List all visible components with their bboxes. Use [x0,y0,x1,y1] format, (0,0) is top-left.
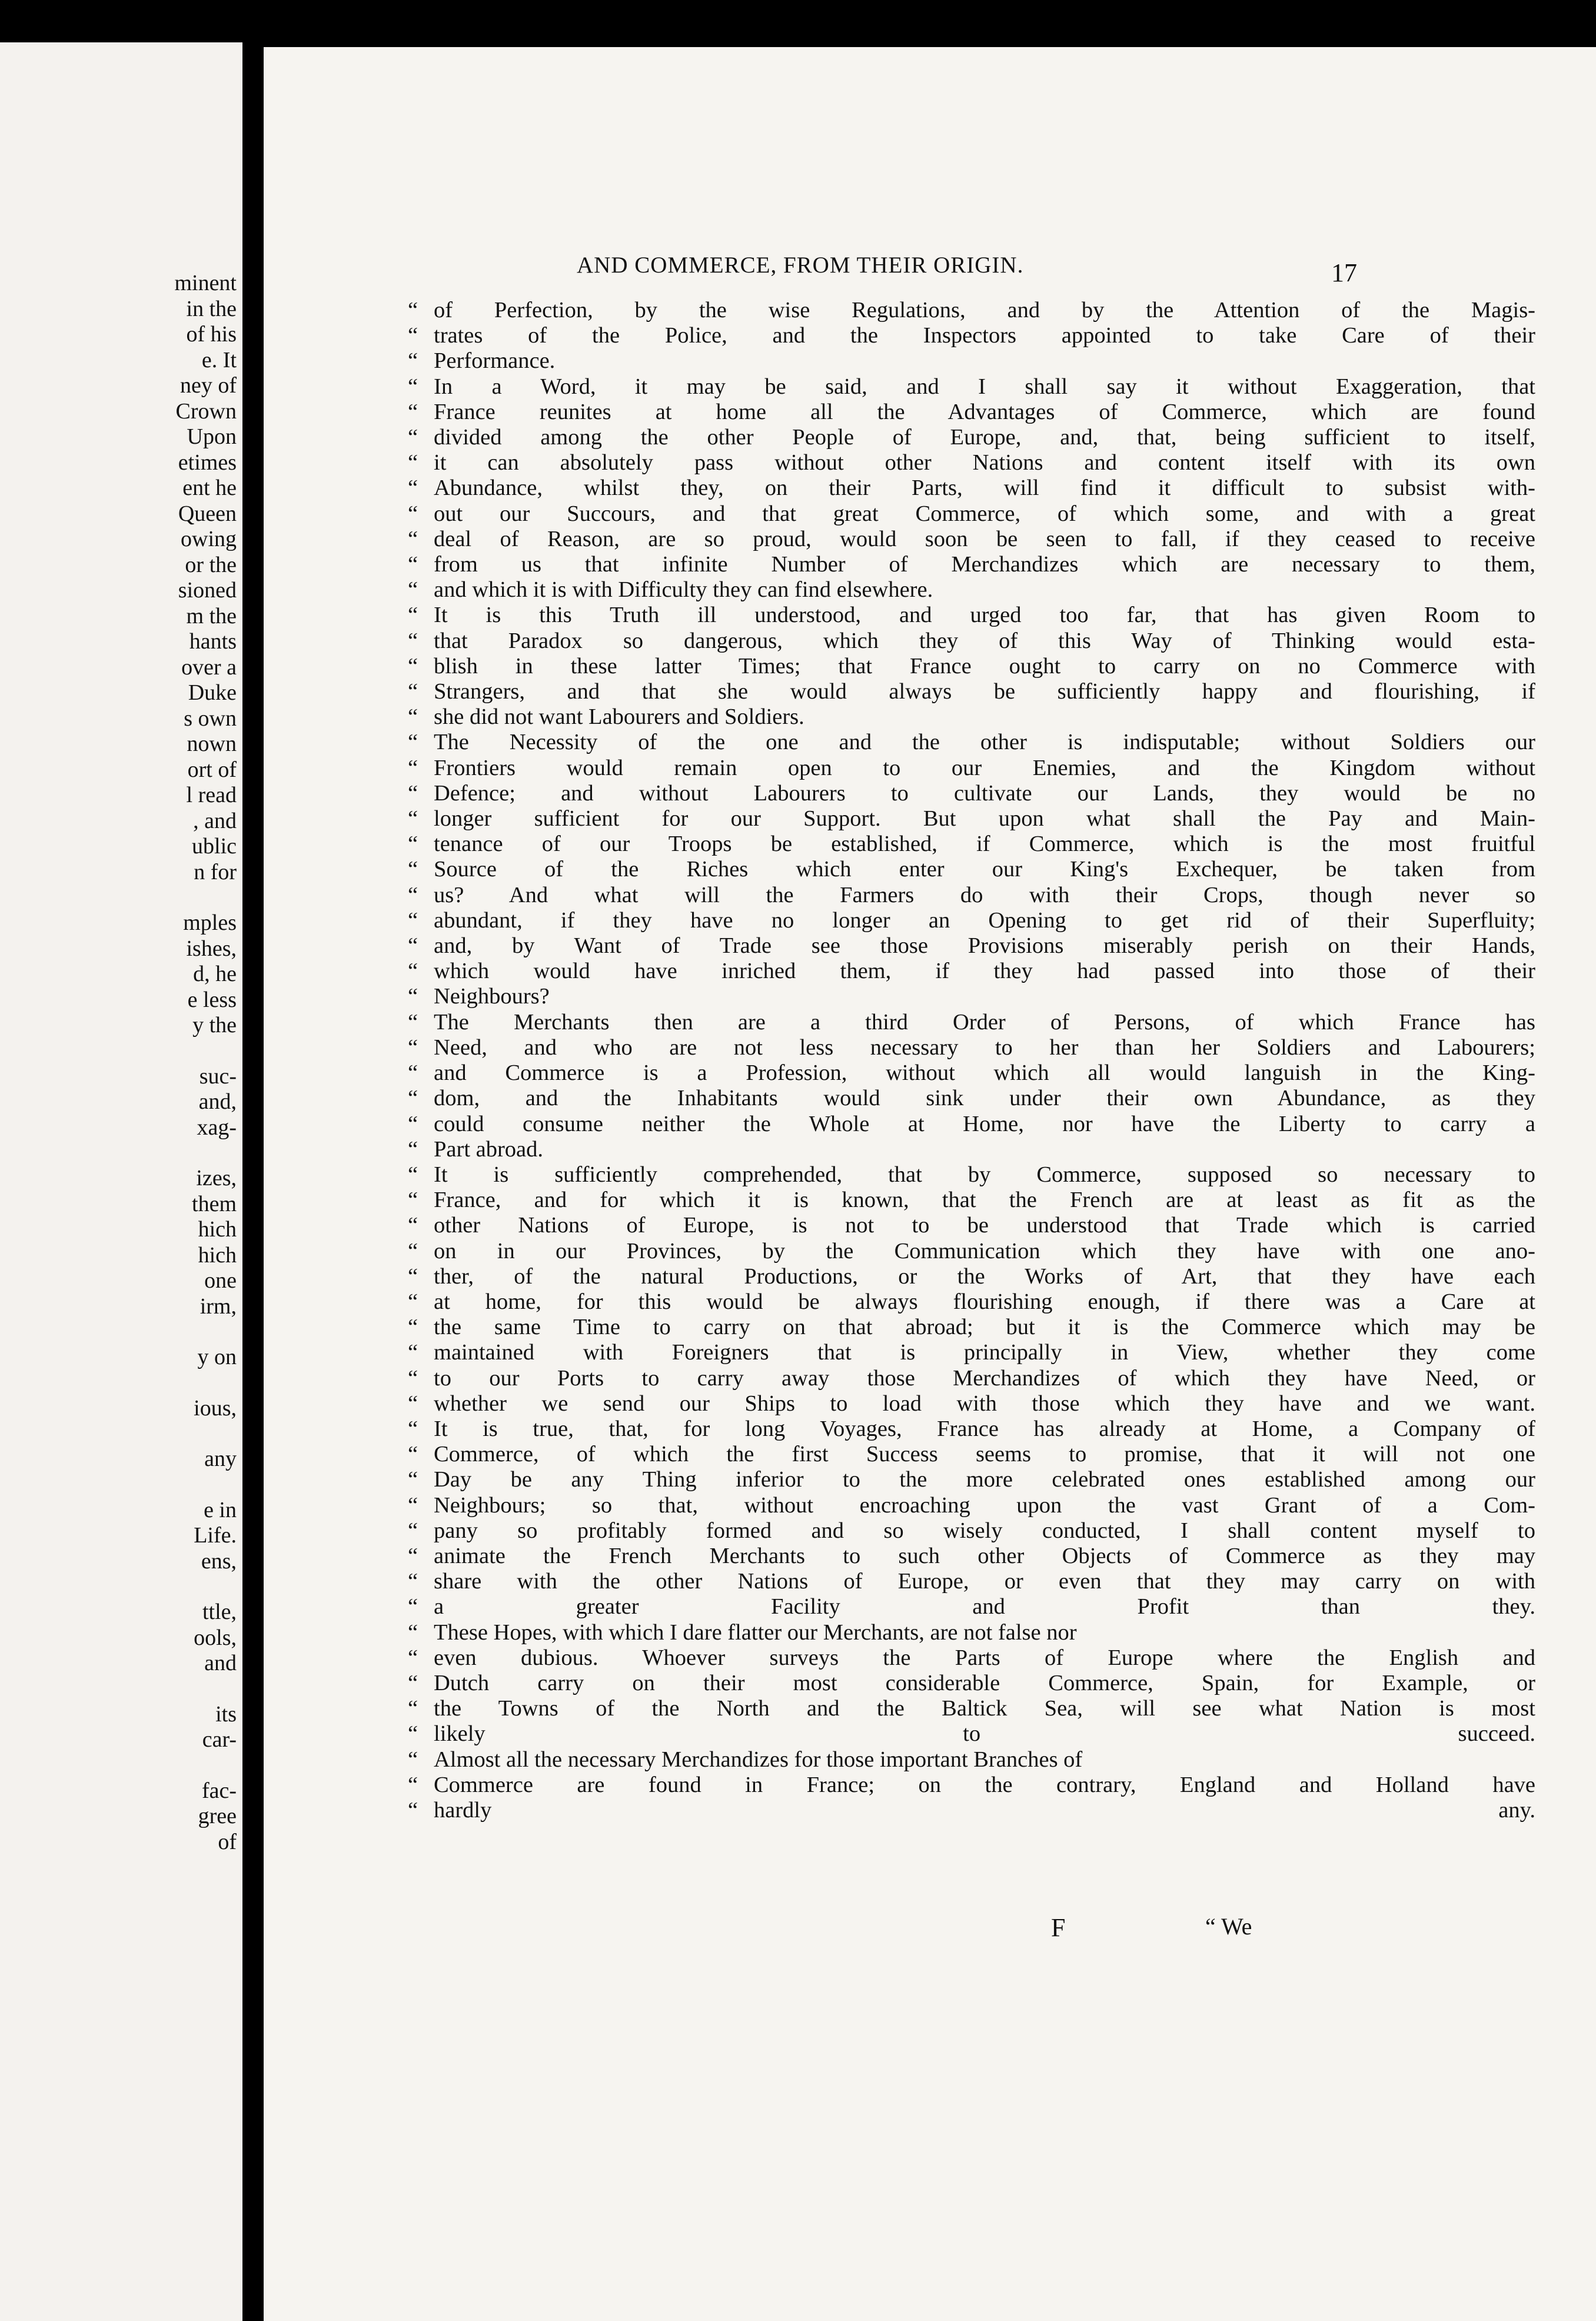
left-page-fragment: Crown [175,398,237,424]
text-line: “ Need, and who are not less necessary to her than her Soldiers and Labourers; [408,1035,1535,1060]
text-line: “ Defence; and without Labourers to cultivate our Lands, they would be no [408,781,1535,806]
text-line: “ on in our Provinces, by the Communication which they have with one ano- [408,1239,1535,1264]
left-page-fragment: xag- [197,1115,237,1140]
left-page-fragment: its [215,1701,237,1727]
book-page [264,47,1596,2321]
running-head: AND COMMERCE, FROM THEIR ORIGIN. [577,252,1024,278]
left-page-fragment [0,885,237,910]
text-line: “ even dubious. Whoever surveys the Parts of Europe where the English and [408,1645,1535,1671]
text-line: “ Strangers, and that she would always be sufficiently happy and flourishing, if [408,679,1535,704]
text-line: “ could consume neither the Whole at Home, nor have the Liberty to carry a [408,1112,1535,1137]
text-line: “ These Hopes, with which I dare flatter our Merchants, are not false nor [408,1620,1535,1645]
signature-mark: F [1051,1913,1066,1942]
text-line: “ Dutch carry on their most considerable Commerce, Spain, for Example, or [408,1671,1535,1696]
text-line: “ abundant, if they have no longer an Opening to get rid of their Superfluity; [408,908,1535,933]
left-page-fragment: d, he [193,962,237,986]
text-line: “ longer sufficient for our Support. But upon what shall the Pay and Main- [408,806,1535,832]
text-line: “ us? And what will the Farmers do with their Crops, though never so [408,883,1535,908]
text-line: “ whether we send our Ships to load with those which they have and we want. [408,1391,1535,1416]
text-line: “ trates of the Police, and the Inspectors appointed to take Care of their [408,323,1535,348]
text-line: “ deal of Reason, are so proud, would soon be seen to fall, if they ceased to receive [408,527,1535,552]
text-line: “ Commerce, of which the first Success seems to promise, that it will not one [408,1442,1535,1467]
text-line: “ the Towns of the North and the Baltick Sea, will see what Nation is most [408,1696,1535,1721]
left-page-fragment: ent he [182,475,237,500]
left-page-fragment: ublic [192,834,237,859]
text-line: “ dom, and the Inhabitants would sink under their own Abundance, as they [408,1086,1535,1111]
left-page-fragment: mples [183,910,237,935]
left-page-fragment: of his [186,322,237,347]
text-line: “ divided among the other People of Europe, and, that, being sufficient to itself, [408,425,1535,450]
text-line: “ and, by Want of Trade see those Provisions miserably perish on their Hands, [408,933,1535,959]
text-line: “ hardly any. [408,1798,1535,1823]
left-page-fragment [0,1677,237,1702]
left-page-fragment: y on [197,1345,237,1369]
left-page-fragment: ens, [201,1548,237,1574]
text-line: “ The Necessity of the one and the other is indisputable; without Soldiers our [408,730,1535,755]
left-page-fragment: suc- [199,1063,237,1089]
body-text [408,298,1535,1823]
text-line: “ pany so profitably formed and so wisely conducted, I shall content myself to [408,1518,1535,1544]
page-number: 17 [1331,258,1357,287]
left-page-fragment: e. It [201,347,237,373]
left-page-fragment: , and [193,808,237,833]
text-line: “ ther, of the natural Productions, or the Works of Art, that they have each [408,1264,1535,1289]
left-page-fragment: them [192,1191,237,1216]
left-page-fragment: one [204,1268,237,1293]
text-line: “ to our Ports to carry away those Merchandizes of which they have Need, or [408,1366,1535,1391]
text-line: “ Frontiers would remain open to our Enemies, and the Kingdom without [408,756,1535,781]
left-page-fragment: minent [174,271,237,295]
left-page-fragment: in the [186,296,237,321]
text-line: “ it can absolutely pass without other Nations and content itself with its own [408,450,1535,475]
text-line: “ tenance of our Troops be established, if Commerce, which is the most fruitful [408,832,1535,857]
left-page-fragment: fac- [201,1778,237,1803]
left-page-fragment: ney of [179,373,237,398]
text-line: “ animate the French Merchants to such other Objects of Commerce as they may [408,1544,1535,1569]
left-page-fragment: ious, [194,1395,237,1421]
left-page-fragment [0,1319,237,1345]
text-line: “ It is sufficiently comprehended, that by Commerce, supposed so necessary to [408,1162,1535,1188]
left-page-fragment: Duke [188,680,237,705]
text-line: “ Commerce are found in France; on the contrary, England and Holland have [408,1773,1535,1798]
left-page-fragment: over a [181,654,237,680]
left-page-text-fragments [0,271,237,1855]
left-page-fragment: etimes [178,450,237,475]
text-line: “ from us that infinite Number of Merchandizes which are necessary to them, [408,552,1535,577]
text-line: “ and which it is with Difficulty they can find elsewhere. [408,577,1535,603]
left-page-fragment: m the [186,603,237,629]
text-line: “ The Merchants then are a third Order of Persons, of which France has [408,1010,1535,1035]
text-line: “ of Perfection, by the wise Regulations, and by the Attention of the Magis- [408,298,1535,323]
text-line: “ the same Time to carry on that abroad; but it is the Commerce which may be [408,1315,1535,1340]
left-page-fragment: irm, [200,1293,237,1319]
text-line: “ blish in these latter Times; that France ought to carry on no Commerce with [408,654,1535,679]
left-page-fragment: or the [185,552,237,577]
left-page-fragment: and, [198,1089,237,1114]
left-page-fragment: gree [198,1804,237,1828]
left-page-fragment: Life. [194,1523,237,1548]
left-page-fragment: nown [187,731,237,756]
left-page-fragment: y the [192,1013,237,1038]
left-page-fragment: l read [186,783,237,807]
text-line: “ maintained with Foreigners that is principally in View, whether they come [408,1340,1535,1365]
left-page-fragment: ishes, [186,936,237,961]
left-page-fragment [0,1039,237,1064]
text-line: “ Source of the Riches which enter our King's Exchequer, be taken from [408,857,1535,882]
text-line: “ which would have inriched them, if they had passed into those of their [408,959,1535,984]
left-page-fragment: sioned [178,578,237,603]
text-line: “ France reunites at home all the Advantages of Commerce, which are found [408,400,1535,425]
text-line: “ France, and for which it is known, that the French are at least as fit as the [408,1188,1535,1213]
text-line: “ It is true, that, for long Voyages, France has already at Home, a Company of [408,1416,1535,1442]
text-line: “ other Nations of Europe, is not to be understood that Trade which is carried [408,1213,1535,1238]
left-page-fragment: car- [202,1727,237,1752]
left-page-fragment [0,1140,237,1166]
left-page-fragment: any [204,1447,237,1471]
left-page-fragment [0,1574,237,1600]
text-line: “ and Commerce is a Profession, without which all would languish in the King- [408,1060,1535,1086]
text-line: “ she did not want Labourers and Soldiers. [408,704,1535,730]
text-line: “ that Paradox so dangerous, which they of this Way of Thinking would esta- [408,629,1535,654]
left-page-fragment [0,1472,237,1498]
text-line: “ Almost all the necessary Merchandizes for those important Branches of [408,1747,1535,1773]
left-page-fragment: n for [194,859,237,884]
text-line: “ Abundance, whilst they, on their Parts, will find it difficult to subsist with- [408,475,1535,501]
text-line: “ out our Succours, and that great Commerce, of which some, and with a great [408,501,1535,527]
left-page-fragment: ools, [194,1625,237,1650]
text-line: “ Part abroad. [408,1137,1535,1162]
left-page-fragment: e less [187,987,237,1012]
text-line: “ likely to succeed. [408,1721,1535,1747]
text-line: “ Performance. [408,348,1535,374]
left-page-fragment: ort of [187,757,237,782]
text-line: “ a greater Facility and Profit than they. [408,1594,1535,1620]
left-page-fragment: Upon [187,424,237,449]
left-page-fragment: and [204,1651,237,1675]
text-line: “ It is this Truth ill understood, and urged too far, that has given Room to [408,603,1535,628]
catchword: “ We [1205,1913,1252,1940]
left-page-fragment: izes, [196,1166,237,1191]
left-page-fragment: owing [181,527,237,551]
left-page-fragment: hich [198,1242,237,1268]
text-line: “ at home, for this would be always flourishing enough, if there was a Care at [408,1289,1535,1315]
left-page-fragment [0,1371,237,1396]
left-page-fragment: ttle, [202,1600,237,1624]
left-page-edge [0,42,242,2321]
text-line: “ Neighbours? [408,984,1535,1009]
text-line: “ share with the other Nations of Europe, or even that they may carry on with [408,1569,1535,1594]
left-page-fragment: s own [184,706,237,731]
left-page-fragment: Queen [178,501,237,526]
left-page-fragment [0,1753,237,1778]
left-page-fragment [0,1421,237,1447]
left-page-fragment: e in [204,1497,237,1522]
left-page-fragment: of [218,1829,237,1854]
left-page-fragment: hich [198,1217,237,1242]
text-line: “ Day be any Thing inferior to the more celebrated ones established among our [408,1467,1535,1492]
left-page-fragment: hants [189,629,237,654]
text-line: “ In a Word, it may be said, and I shall say it without Exaggeration, that [408,374,1535,400]
text-line: “ Neighbours; so that, without encroaching upon the vast Grant of a Com- [408,1493,1535,1518]
